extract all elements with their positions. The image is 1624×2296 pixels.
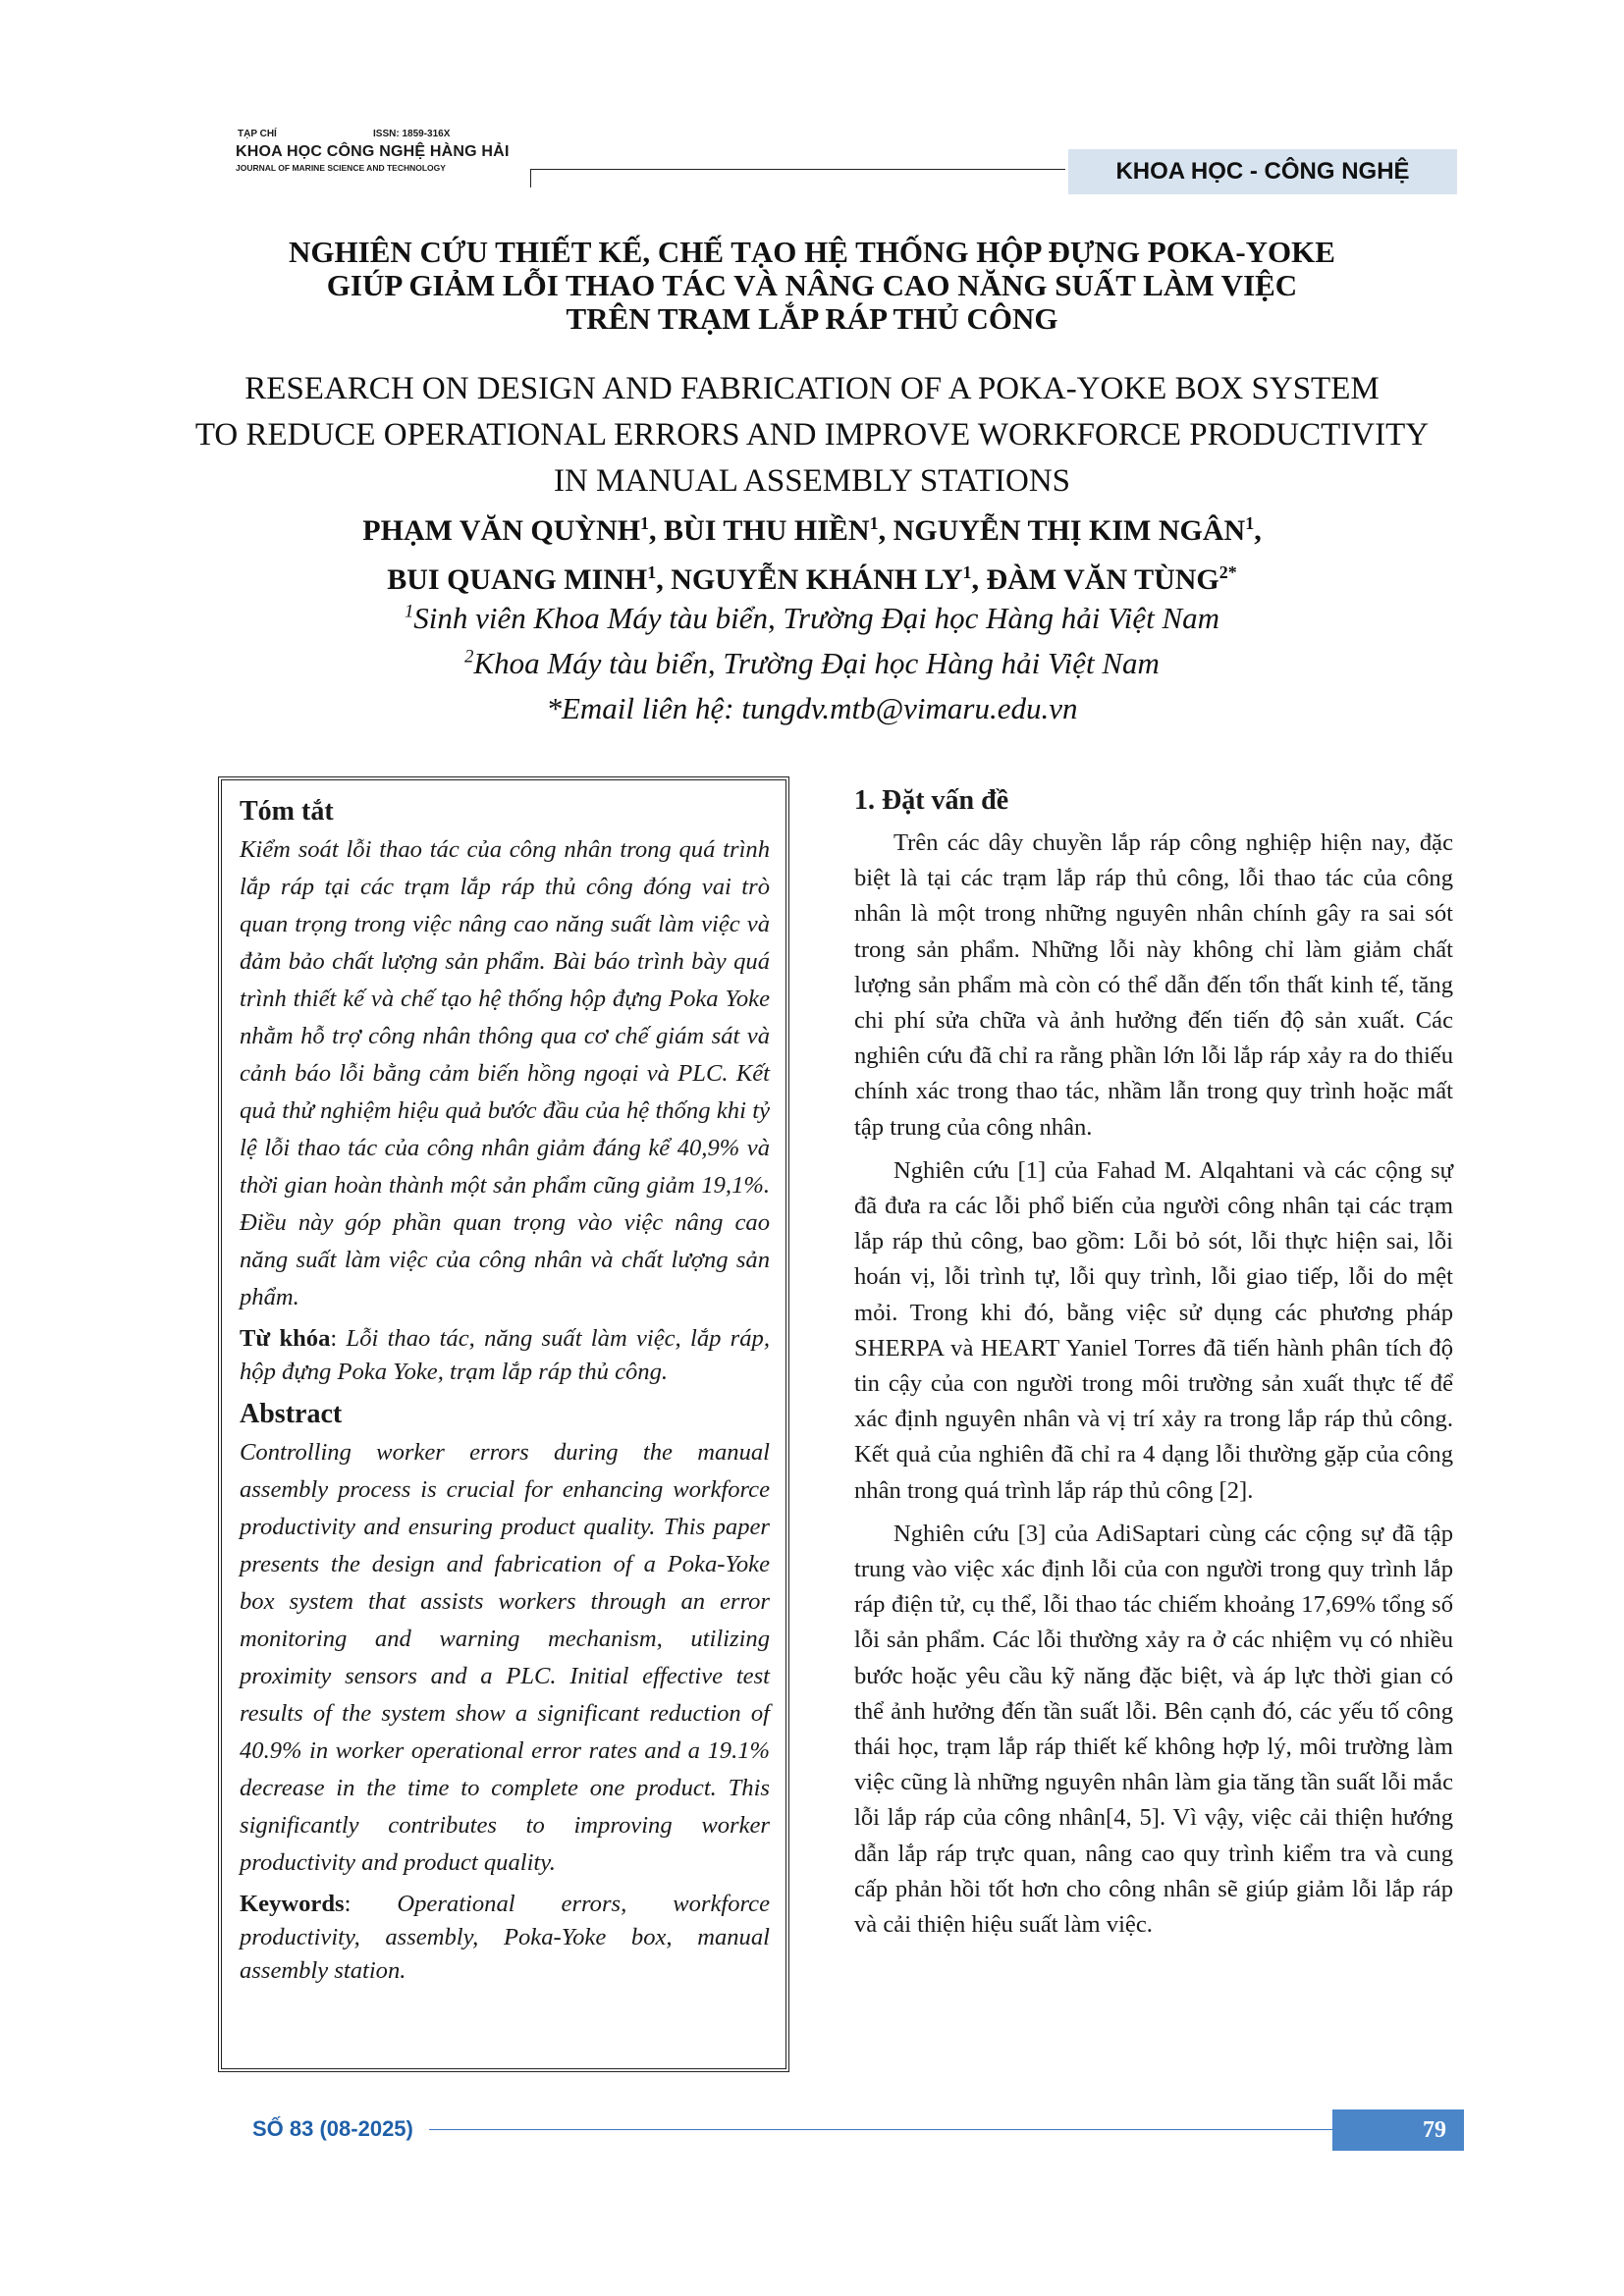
title-en-line: TO REDUCE OPERATIONAL ERRORS AND IMPROVE WORKFORCE PRODUCTIVITY [194,417,1430,453]
journal-name-english: JOURNAL OF MARINE SCIENCE AND TECHNOLOGY [236,163,446,173]
header-rule [530,169,1065,170]
title-vn-line: NGHIÊN CỨU THIẾT KẾ, CHẾ TẠO HỆ THỐNG HỘP ĐỰNG POKA-YOKE [289,235,1335,269]
keywords-vn-label: Từ khóa [240,1325,331,1352]
title-en-line: RESEARCH ON DESIGN AND FABRICATION OF A POKA-YOKE BOX SYSTEM [244,371,1380,406]
author: PHẠM VĂN QUỲNH$^1$, [362,513,665,547]
abstract-en-text: Controlling worker errors during the manual assembly process is crucial for enhancing workforce productivity and ensuring product quality. This paper presents the design and fabrication of a Poka-Yoke box system that assists workers through an error monitoring and warning mechanism, utilizing proximity sensors and a PLC. Initial effective test results of the system show a significant reduction of 40.9% in worker operational error rates and a 19.1% decrease in the time to complete one product. This significantly contributes to improving worker productivity and product quality. [240,1439,770,1876]
page-number: 79 [1332,2109,1464,2151]
abstract-vn-text: Kiểm soát lỗi thao tác của công nhân trong quá trình lắp ráp tại các trạm lắp ráp thủ công đóng vai trò quan trọng trong việc nâng cao năng suất làm việc và đảm bảo chất lượng sản phẩm. Bài báo trình bày quá trình thiết kế và chế tạo hệ thống hộp đựng Poka Yoke nhằm hỗ trợ công nhân thông qua cơ chế giám sát và cảnh báo lỗi bằng cảm biến hồng ngoại và PLC. Kết quả thử nghiệm hiệu quả bước đầu của hệ thống khi tỷ lệ lỗi thao tác của công nhân giảm đáng kể 40,9% và thời gian hoàn thành một sản phẩm cũng giảm 19,1%. Điều này góp phần quan trọng vào việc nâng cao năng suất làm việc của công nhân và chất lượng sản phẩm. [240,836,770,1310]
issue-number: SỐ 83 (08-2025) [252,2116,413,2141]
author: NGUYỄN THỊ KIM NGÂN$^1$, [893,513,1262,547]
author: BUI QUANG MINH$^1$, [387,562,672,596]
title-en-line: IN MANUAL ASSEMBLY STATIONS [553,463,1071,499]
contact-email: *Email liên hệ: tungdv.mtb@vimaru.edu.vn [546,691,1078,725]
author: ĐÀM VĂN $TÙNG^{2*}$ [986,562,1237,596]
journal-masthead [236,129,540,174]
author-line [98,507,1526,556]
affiliation-1: $^1$Sinh viên Khoa Máy tàu biển, Trường Đại học Hàng hải Việt Nam [404,601,1220,635]
section-heading: 1. Đặt vấn đề [854,785,1009,816]
abstract-vn-heading: Tóm tắt [240,796,334,827]
introduction-column [854,782,1453,1950]
affiliations [98,596,1526,731]
section-badge: KHOA HỌC - CÔNG NGHỆ [1068,149,1457,194]
body-paragraph: Trên các dây chuyền lắp ráp công nghiệp hiện nay, đặc biệt là tại các trạm lắp ráp thủ công, lỗi thao tác của công nhân là một trong những nguyên nhân chính gây ra sai sót trong sản phẩm. Những lỗi này không chỉ làm giảm chất lượng sản phẩm mà còn có thể dẫn đến tổn thất kinh tế, tăng chi phí sửa chữa và ảnh hưởng đến tiến độ sản xuất. Các nghiên cứu đã chỉ ra rằng phần lớn lỗi lắp ráp xảy ra do thiếu chính xác trong thao tác, nhầm lẫn trong quy trình hoặc mất tập trung của công nhân. [854,829,1453,1141]
title-vn-line: GIÚP GIẢM LỖI THAO TÁC VÀ NÂNG CAO NĂNG SUẤT LÀM VIỆC [326,268,1298,302]
body-paragraph: Nghiên cứu [1] của Fahad M. Alqahtani và các cộng sự đã đưa ra các lỗi phổ biến của người công nhân tại các trạm lắp ráp thủ công, bao gồm: Lỗi bỏ sót, lỗi thực hiện sai, lỗi hoán vị, lỗi trình tự, lỗi quy trình, lỗi giao tiếp, lỗi do mệt mỏi. Trong khi đó, bằng việc sử dụng các phương pháp SHERPA và HEART Yaniel Torres đã tiến hành phân tích độ tin cậy của con người trong môi trường sản xuất thực tế để xác định nguyên nhân và vị trí xảy ra trong lắp ráp thủ công. Kết quả của nghiên đã chỉ ra 4 dạng lỗi thường gặp của công nhân trong quá trình lắp ráp thủ công [2]. [854,1156,1453,1504]
keywords-en: Keywords: Operational errors, workforce productivity, assembly, Poka-Yoke box, manual assembly station. [240,1891,770,1984]
title-english [98,366,1526,505]
issn: ISSN: 1859-316X [373,129,451,139]
abstract-en-heading: Abstract [240,1399,343,1429]
author: NGUYỄN KHÁNH $LY^1$, [671,562,987,596]
header-rule-tick [530,169,531,187]
title-vietnamese [98,236,1526,336]
keywords-en-label: Keywords [240,1891,345,1917]
keywords-en-text: Operational errors, workforce productivity, assembly, Poka-Yoke box, manual assembly station. [240,1891,770,1984]
affiliation-2: $^2$Khoa Máy tàu biển, Trường Đại học Hàng hải Việt Nam [464,646,1160,680]
author-list [98,507,1526,605]
title-vn-line: TRÊN TRẠM LẮP RÁP THỦ CÔNG [566,301,1058,336]
journal-label: TẠP CHÍ [238,129,277,139]
footer-rule [429,2129,1332,2130]
abstract-box [218,776,789,2072]
author: BÙI THU HIỀN$^1$, [664,513,893,547]
journal-name: KHOA HỌC CÔNG NGHỆ HÀNG HẢI [236,143,510,160]
keywords-vn-text: Lỗi thao tác, năng suất làm việc, lắp ráp, hộp đựng Poka Yoke, trạm lắp ráp thủ công. [240,1325,770,1385]
keywords-vn: Từ khóa: Lỗi thao tác, năng suất làm việc, lắp ráp, hộp đựng Poka Yoke, trạm lắp ráp thủ công. [240,1325,770,1385]
body-paragraph: Nghiên cứu [3] của AdiSaptari cùng các cộng sự đã tập trung vào việc xác định lỗi của con người trong quy trình lắp ráp điện tử, cụ thể, lỗi thao tác chiếm khoảng 17,69% tổng số lỗi sản phẩm. Các lỗi thường xảy ra ở các nhiệm vụ có nhiều bước hoặc yêu cầu kỹ năng đặc biệt, và áp lực thời gian có thể ảnh hưởng đến tần suất lỗi. Bên cạnh đó, các yếu tố công thái học, trạm lắp ráp thiết kế không hợp lý, môi trường làm việc cũng là những nguyên nhân làm gia tăng tần suất lỗi mắc lỗi lắp ráp của công nhân[4, 5]. Vì vậy, việc cải thiện hướng dẫn lắp ráp trực quan, nâng cao quy trình kiểm tra và cung cấp phản hồi tốt hơn cho công nhân sẽ giúp giảm lỗi lắp ráp và cải thiện hiệu suất làm việc. [854,1520,1453,1939]
